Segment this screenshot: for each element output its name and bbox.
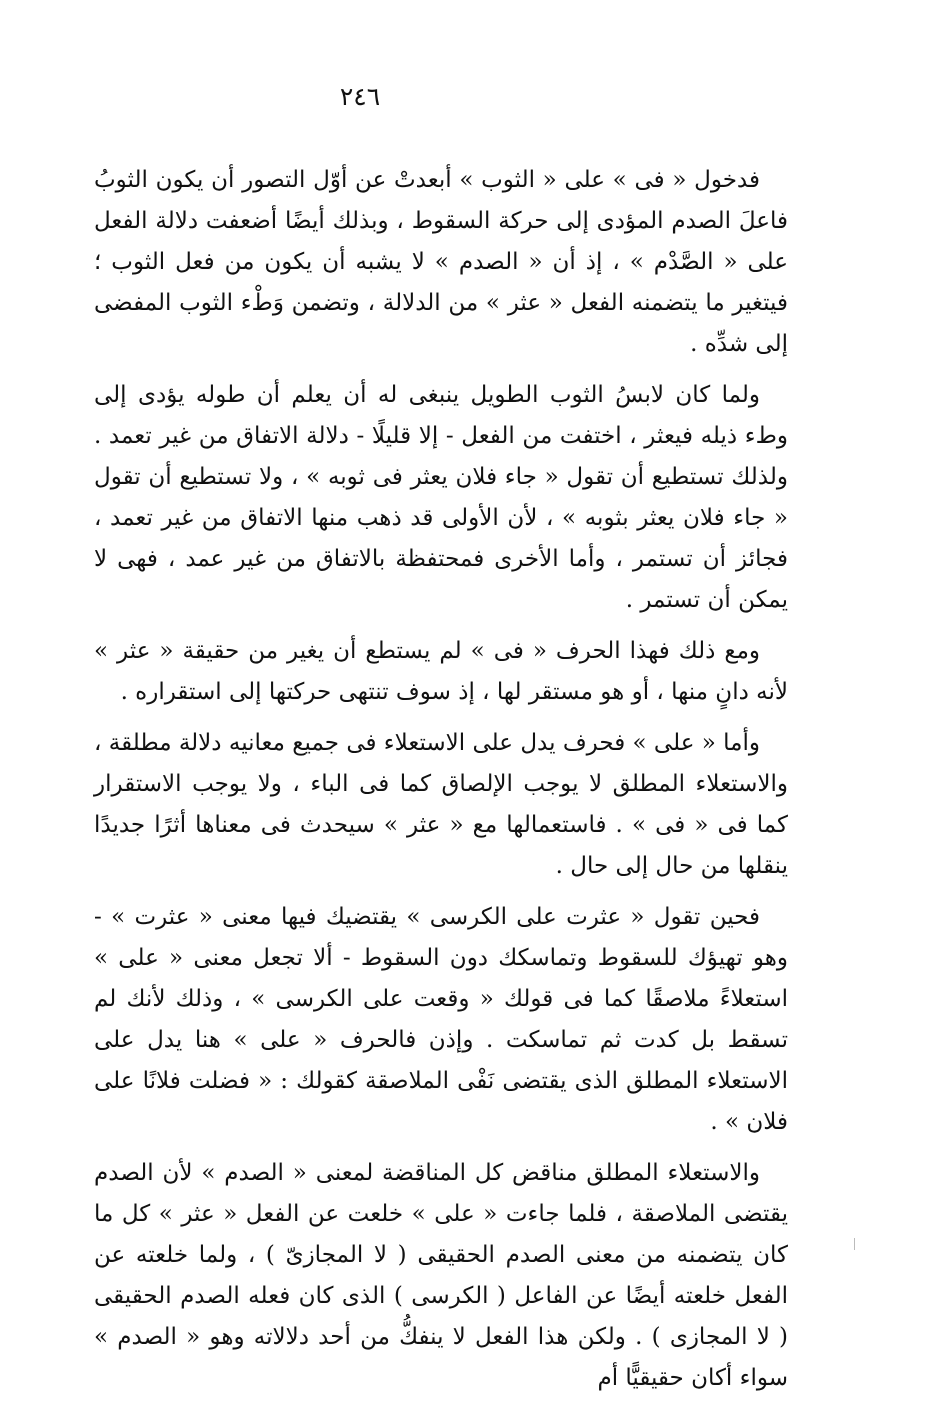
paragraph: ولما كان لابسُ الثوب الطويل ينبغى له أن يعلم أن طوله يؤدى إلى وطء ذيله فيعثر ، اختفت من الفعل - إلا قليلًا - دلالة الاتفاق من غير تعمد . ولذلك تستطيع أن تقول « جاء فلان يعثر فى ثوبه » ، ولا تستطيع أن تقول « جاء فلان يعثر بثوبه » ، لأن الأولى قد ذهب منها الاتفاق من غير تعمد ، فجائز أن تستمر ، وأما الأخرى فمحتفظة بالاتفاق من غير عمد ، فهى لا يمكن أن تستمر . [94, 382, 788, 613]
page-number: ٢٤٦ [339, 82, 381, 111]
paragraph: والاستعلاء المطلق مناقض كل المناقضة لمعنى « الصدم » لأن الصدم يقتضى الملاصقة ، فلما جاءت « على » خلعت عن الفعل « عثر » كل ما كان يتضمنه من معنى الصدم الحقيقى ( لا المجازىّ ) ، ولما خلعته عن الفعل خلعته أيضًا عن الفاعل ( الكرسى ) الذى كان فعله الصدم الحقيقى ( لا المجازى ) . ولكن هذا الفعل لا ينفكُّ من أحد دلالاته وهو « الصدم » سواء أكان حقيقيًّا أم [94, 1160, 788, 1391]
paragraph: فحين تقول « عثرت على الكرسى » يقتضيك فيها معنى « عثرت » - وهو تهيؤك للسقوط وتماسكك دون السقوط - ألا تجعل معنى « على » استعلاءً ملاصقًا كما فى قولك « وقعت على الكرسى » ، وذلك لأنك لم تسقط بل كدت ثم تماسكت . وإذن فالحرف « على » هنا يدل على الاستعلاء المطلق الذى يقتضى نَفْى الملاصقة كقولك : « فضلت فلانًا على فلان » . [94, 904, 788, 1135]
paragraph: فدخول « فى » على « الثوب » أبعدتْ عن أوّل التصور أن يكون الثوبُ فاعلَ الصدم المؤدى إلى حركة السقوط ، وبذلك أيضًا أضعفت دلالة الفعل على « الصَّدْم » ، إذ أن « الصدم » لا يشبه أن يكون من فعل الثوب ؛ فيتغير ما يتضمنه الفعل « عثر » من الدلالة ، وتضمن وَطْء الثوب المفضى إلى شدِّه . [94, 167, 788, 357]
margin-mark [854, 1238, 859, 1250]
body-text [94, 160, 788, 1409]
paragraph: ومع ذلك فهذا الحرف « فى » لم يستطع أن يغير من حقيقة « عثر » لأنه دانٍ منها ، أو هو مستقر لها ، إذ سوف تنتهى حركتها إلى استقراره . [94, 638, 788, 705]
paragraph: وأما « على » فحرف يدل على الاستعلاء فى جميع معانيه دلالة مطلقة ، والاستعلاء المطلق لا يوجب الإلصاق كما فى الباء ، ولا يوجب الاستقرار كما فى « فى » . فاستعمالها مع « عثر » سيحدث فى معناها أثرًا جديدًا ينقلها من حال إلى حال . [94, 730, 788, 879]
